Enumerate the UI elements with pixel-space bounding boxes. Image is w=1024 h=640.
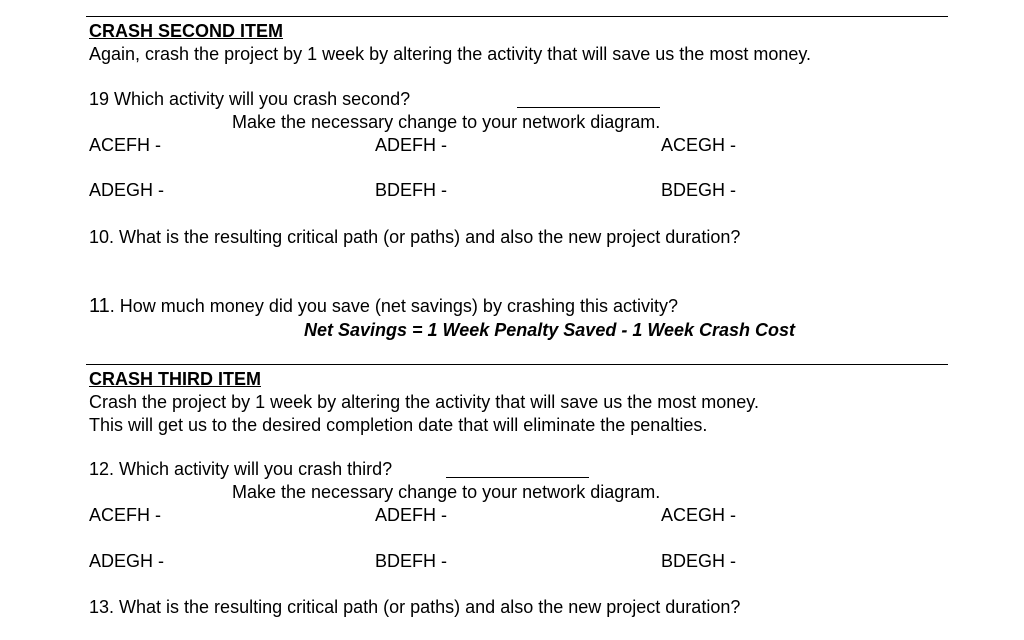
section-third-instruction: Make the necessary change to your network diagram. xyxy=(232,482,661,502)
question-11-number: 11 xyxy=(89,295,110,317)
question-12-answer-blank[interactable] xyxy=(446,477,589,478)
path-adefh-label: ADEFH - xyxy=(375,505,447,525)
question-11-body: . How much money did you save (net savings) by crashing this activity? xyxy=(109,296,679,316)
section-third-heading: CRASH THIRD ITEM xyxy=(89,369,261,389)
section-third-intro-line1: Crash the project by 1 week by altering the activity that will save us the most money. xyxy=(89,392,759,412)
path-acegh-label: ACEGH - xyxy=(661,135,737,155)
path-bdefh-label: BDEFH - xyxy=(375,551,447,571)
question-19-text: 19 Which activity will you crash second? xyxy=(89,89,411,109)
question-11-text xyxy=(89,295,678,317)
net-savings-formula: Net Savings = 1 Week Penalty Saved - 1 Week Crash Cost xyxy=(304,320,796,340)
path-adefh-label: ADEFH - xyxy=(375,135,447,155)
path-acegh-label: ACEGH - xyxy=(661,505,737,525)
path-bdegh-label: BDEGH - xyxy=(661,551,737,571)
section-divider xyxy=(86,364,948,365)
path-bdefh-label: BDEFH - xyxy=(375,180,447,200)
question-12-text: 12. Which activity will you crash third? xyxy=(89,459,393,479)
top-divider xyxy=(86,16,948,17)
section-second-intro: Again, crash the project by 1 week by altering the activity that will save us the most money. xyxy=(89,44,812,64)
path-adegh-label: ADEGH - xyxy=(89,551,165,571)
question-10-text: 10. What is the resulting critical path (or paths) and also the new project duration? xyxy=(89,227,741,247)
path-adegh-label: ADEGH - xyxy=(89,180,165,200)
section-second-heading: CRASH SECOND ITEM xyxy=(89,21,284,41)
path-bdegh-label: BDEGH - xyxy=(661,180,737,200)
path-acefh-label: ACEFH - xyxy=(89,135,161,155)
question-13-text: 13. What is the resulting critical path (or paths) and also the new project duration? xyxy=(89,597,741,617)
section-third-intro-line2: This will get us to the desired completion date that will eliminate the penalties. xyxy=(89,415,708,435)
path-acefh-label: ACEFH - xyxy=(89,505,161,525)
question-19-answer-blank[interactable] xyxy=(517,107,660,108)
section-second-instruction: Make the necessary change to your network diagram. xyxy=(232,112,661,132)
